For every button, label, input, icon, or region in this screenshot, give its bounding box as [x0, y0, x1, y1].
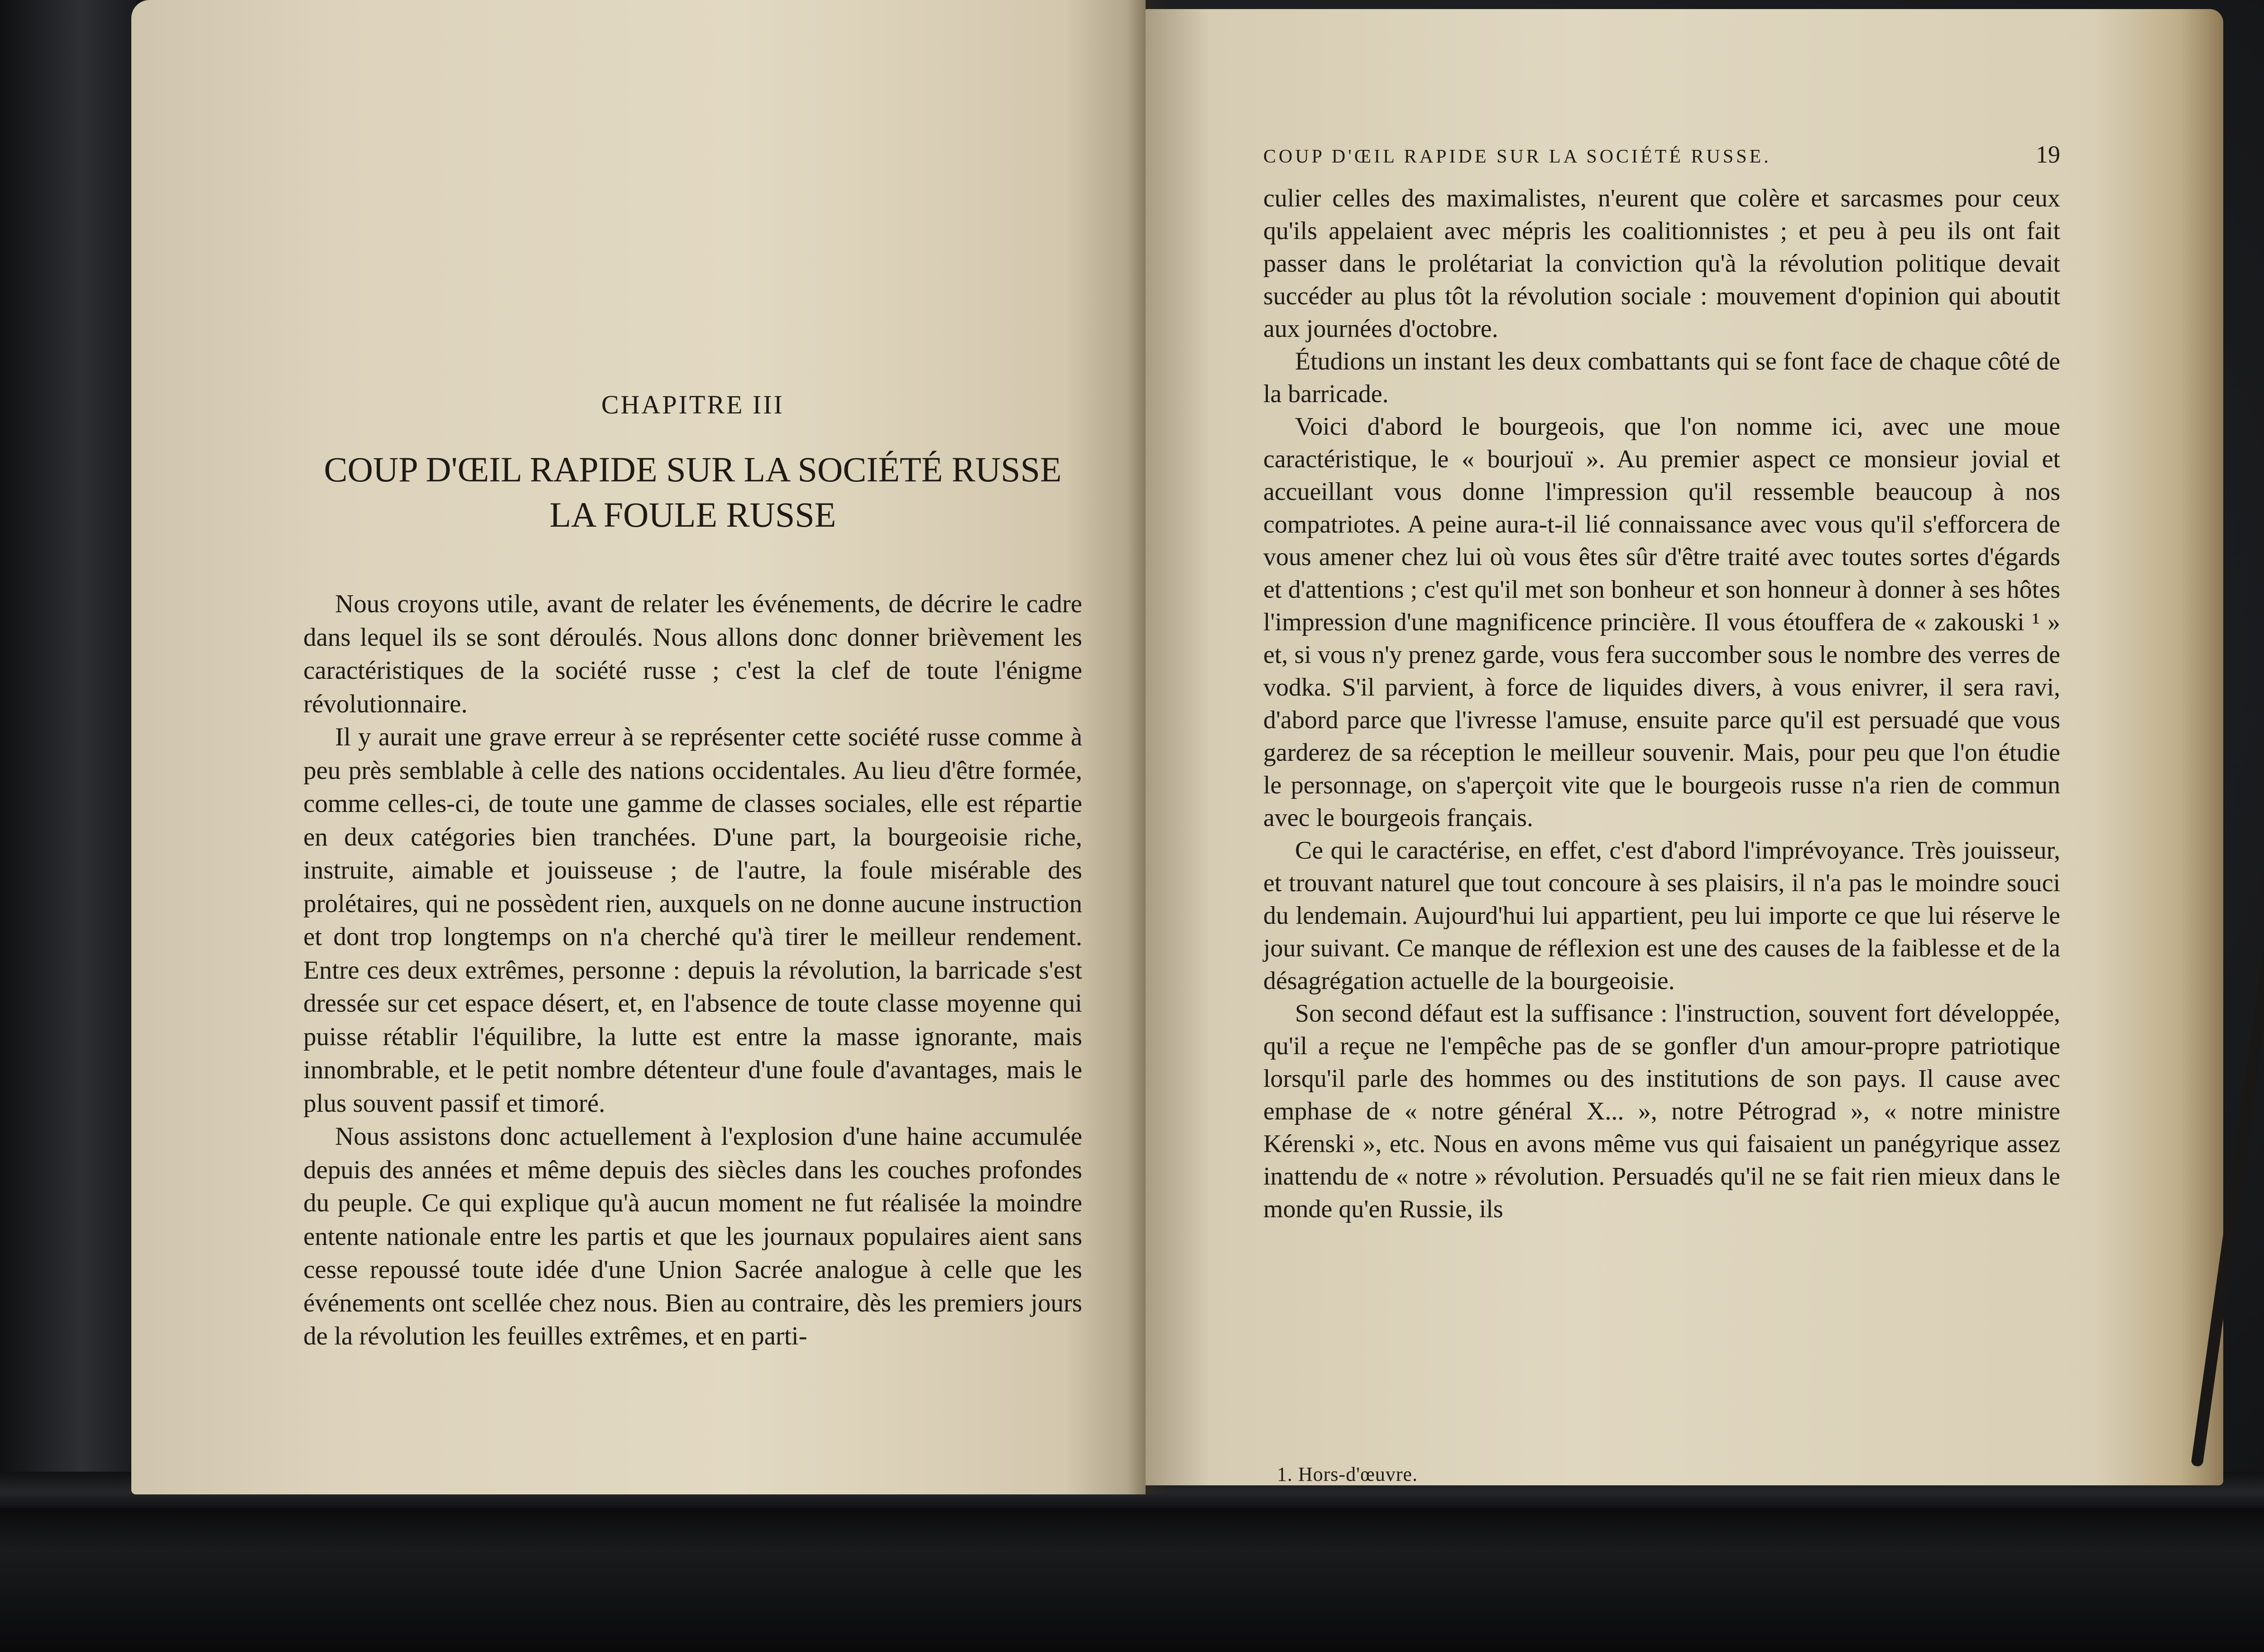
paragraph: Nous croyons utile, avant de relater les événements, de décrire le cadre dans lequel ils se sont déroulés. Nous allons donc donner brièvement les caractéristiques de la société russe ; c'est la clef de toute l'énigme révolutionnaire. [303, 590, 1082, 718]
right-page-body [1263, 182, 2060, 1225]
chapter-title-line-1: COUP D'ŒIL RAPIDE SUR LA SOCIÉTÉ RUSSE [324, 450, 1062, 489]
paragraph: Il y aurait une grave erreur à se représenter cette société russe comme à peu près semblable à celle des nations occidentales. Au lieu d'être formée, comme celles-ci, de toute une gamme de classes sociales, elle est répartie en deux catégories bien tranchées. D'une part, la bourgeoisie riche, instruite, aimable et jouisseuse ; de l'autre, la foule misérable des prolétaires, qui ne possèdent rien, auxquels on ne donne aucune instruction et dont trop longtemps on n'a cherché qu'à tirer le meilleur rendement. Entre ces deux extrêmes, personne : depuis la révolution, la barricade s'est dressée sur cet espace désert, et, en l'absence de toute classe moyenne qui puisse rétablir l'équilibre, la lutte est entre la masse ignorante, mais innombrable, et le petit nombre détenteur d'une foule d'avantages, mais le plus souvent passif et timoré. [303, 723, 1082, 1118]
left-page [131, 0, 1146, 1494]
chapter-title-line-2: LA FOULE RUSSE [549, 495, 836, 534]
paragraph-continuation: culier celles des maximalistes, n'eurent que colère et sarcasmes pour ceux qu'ils appelaient avec mépris les coalitionnistes ; et peu à peu ils ont fait passer dans le prolétariat la conviction qu'à la révolution politique devait succéder au plus tôt la révolution sociale : mouvement d'opinion qui aboutit aux journées d'octobre. [1263, 184, 2060, 343]
page-number: 19 [2036, 141, 2060, 168]
display-case-shelf [0, 1508, 2264, 1652]
left-page-body [303, 587, 1082, 1353]
paragraph: Son second défaut est la suffisance : l'instruction, souvent fort développée, qu'il a reçue ne l'empêche pas de se gonfler d'un amour-propre patriotique lorsqu'il parle des hommes ou des institutions de son pays. Il cause avec emphase de « notre général X... », notre Pétrograd », « notre ministre Kérenski », etc. Nous en avons même vus qui faisaient un panégyrique assez inattendu de « notre » révolution. Persuadés qu'il ne se fait rien mieux dans le monde qu'en Russie, ils [1263, 999, 2060, 1223]
footnote: 1. Hors-d'œuvre. [1277, 1463, 1418, 1485]
paragraph: Étudions un instant les deux combattants qui se font face de chaque côté de la barricade. [1263, 347, 2060, 408]
running-head [1263, 140, 2060, 168]
paragraph: Nous assistons donc actuellement à l'explosion d'une haine accumulée depuis des années et même depuis des siècles dans les couches profondes du peuple. Ce qui explique qu'à aucun moment ne fut réalisée la moindre entente nationale entre les partis et que les journaux populaires aient sans cesse repoussé toute idée d'une Union Sacrée analogue à celle que les événements ont scellée chez nous. Bien au contraire, dès les premiers jours de la révolution les feuilles extrêmes, et en parti- [303, 1122, 1082, 1350]
right-page [1146, 9, 2223, 1485]
chapter-label: CHAPITRE III [601, 390, 784, 419]
running-head-title: COUP D'ŒIL RAPIDE SUR LA SOCIÉTÉ RUSSE. [1263, 146, 1771, 167]
paragraph: Voici d'abord le bourgeois, que l'on nomme ici, avec une moue caractéristique, le « bourjouï ». Au premier aspect ce monsieur jovial et accueillant vous donne l'impression qu'il ressemble beaucoup à nos compatriotes. A peine aura-t-il lié connaissance avec vous qu'il s'efforcera de vous amener chez lui où vous êtes sûr d'être traité avec toutes sortes d'égards et d'attentions ; c'est qu'il met son bonheur et son honneur à donner à ses hôtes l'impression d'une magnificence princière. Il vous étouffera de « zakouski ¹ » et, si vous n'y prenez garde, vous fera succomber sous le nombre des verres de vodka. S'il parvient, à force de liquides divers, à vous enivrer, il sera ravi, d'abord parce que l'ivresse l'amuse, ensuite parce qu'il est persuadé que vous garderez de sa réception le meilleur souvenir. Mais, pour peu que l'on étudie le personnage, on s'aperçoit vite que le bourgeois russe n'a rien de commun avec le bourgeois français. [1263, 413, 2060, 832]
display-case-frame-left [0, 0, 136, 1652]
chapter-title [303, 447, 1082, 538]
open-book [131, 0, 2223, 1494]
paragraph: Ce qui le caractérise, en effet, c'est d'abord l'imprévoyance. Très jouisseur, et trouvant naturel que tout concoure à ses plaisirs, il n'a pas le moindre souci du lendemain. Aujourd'hui lui appartient, peu lui importe ce que lui réserve le jour suivant. Ce manque de réflexion est une des causes de la faiblesse et de la désagrégation actuelle de la bourgeoisie. [1263, 836, 2060, 995]
